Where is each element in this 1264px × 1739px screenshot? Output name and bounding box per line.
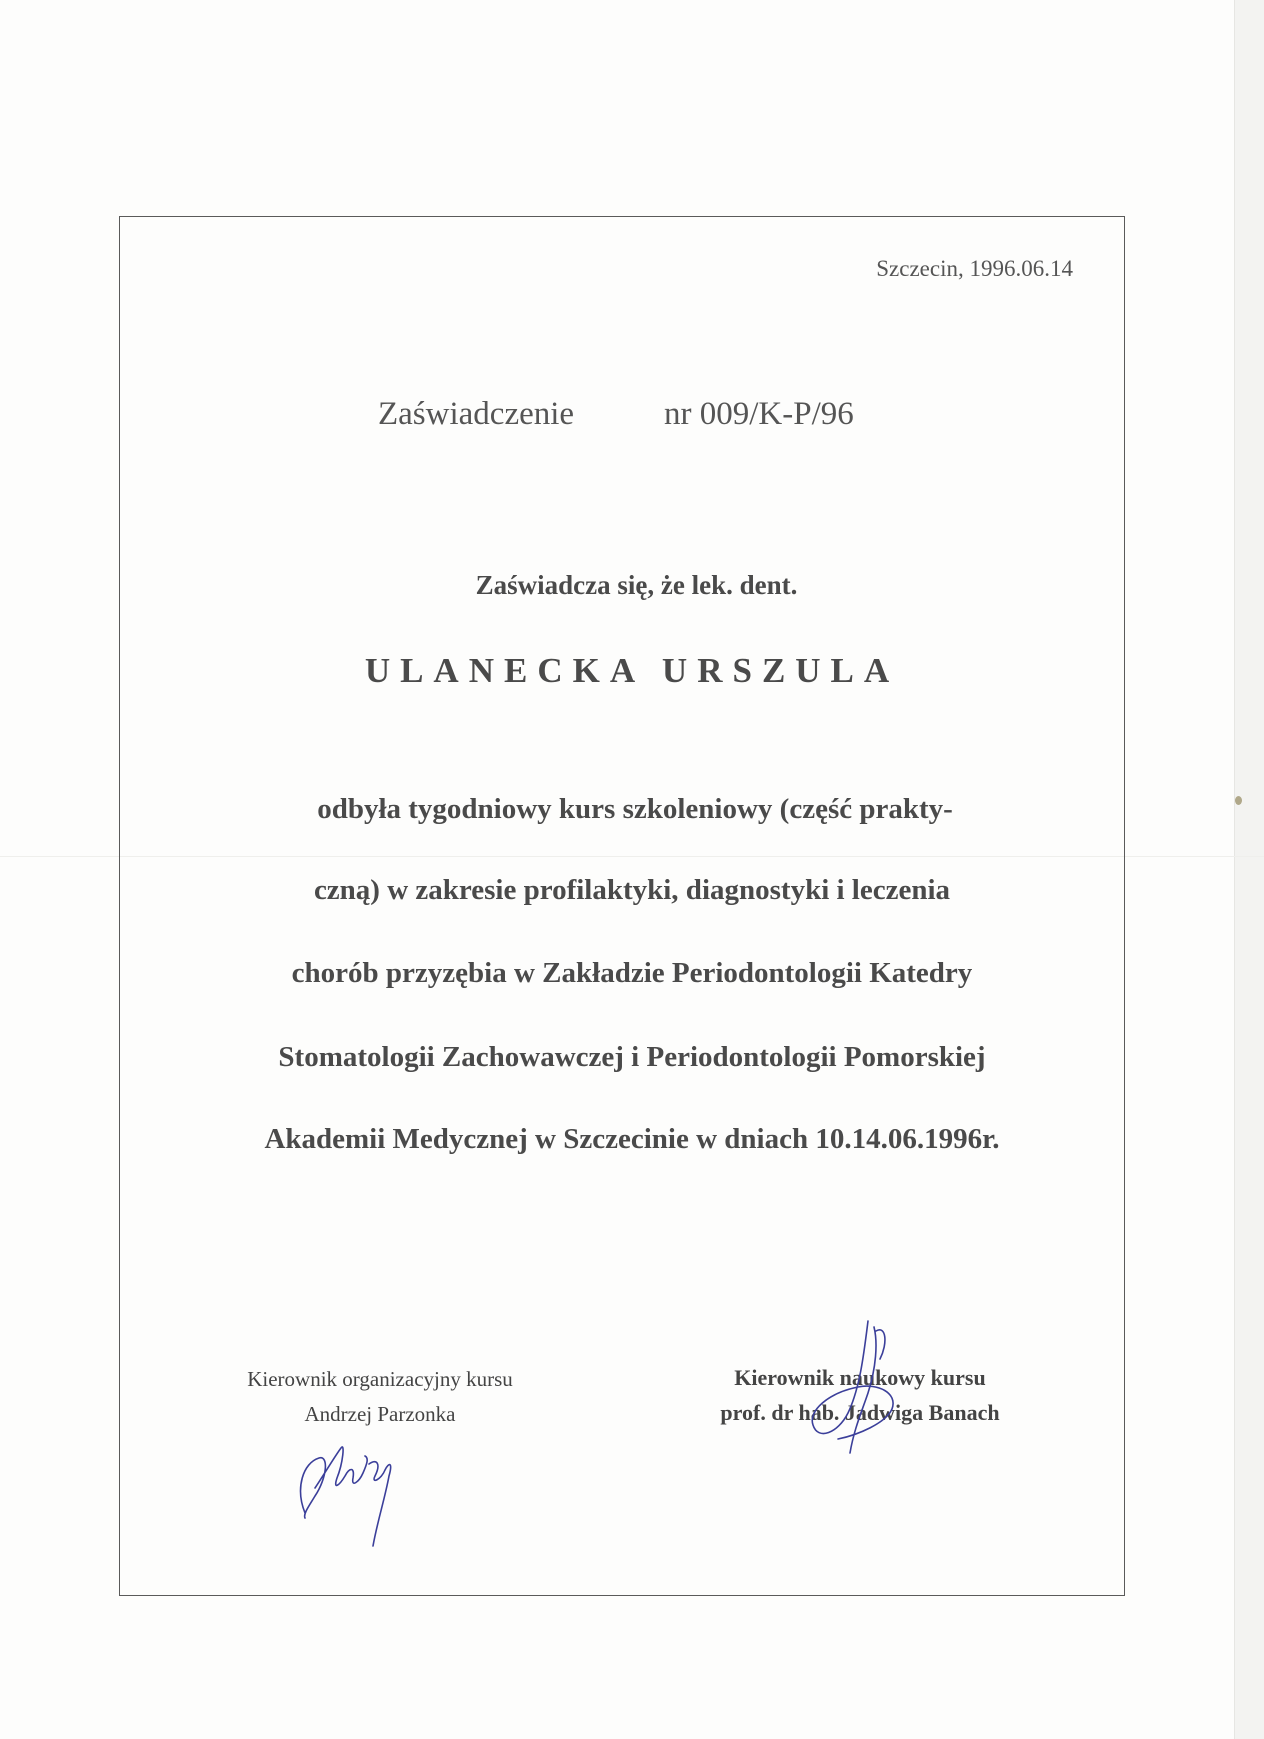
body-line-4: Stomatologii Zachowawczej i Periodontologii Pomorskiej: [278, 1041, 986, 1073]
place-date: Szczecin, 1996.06.14: [876, 256, 1073, 281]
left-signatory-name: Andrzej Parzonka: [304, 1402, 456, 1426]
right-signatory-name: prof. dr hab. Jadwiga Banach: [720, 1400, 1000, 1425]
certificate-title: [378, 396, 854, 433]
body-line-5: Akademii Medycznej w Szczecinie w dniach 10.14.06.1996r.: [264, 1123, 1000, 1155]
body-line-1: odbyła tygodniowy kurs szkoleniowy (część prakty-: [317, 793, 953, 825]
signature-right: [788, 1313, 918, 1458]
right-signatory-role: Kierownik naukowy kursu: [734, 1365, 986, 1390]
left-signatory-role: Kierownik organizacyjny kursu: [247, 1367, 513, 1391]
certificate-number: nr 009/K-P/96: [664, 396, 854, 432]
recipient-name: ULANECKA URSZULA: [364, 651, 900, 690]
body-line-2: czną) w zakresie profilaktyki, diagnostyki i leczenia: [313, 874, 951, 906]
intro-statement: Zaświadcza się, że lek. dent.: [475, 570, 798, 600]
signature-left: [285, 1418, 415, 1553]
body-line-3: chorób przyzębia w Zakładzie Periodontologii Katedry: [291, 957, 973, 989]
title-word: Zaświadczenie: [378, 396, 575, 432]
page-edge: [1234, 0, 1264, 1739]
